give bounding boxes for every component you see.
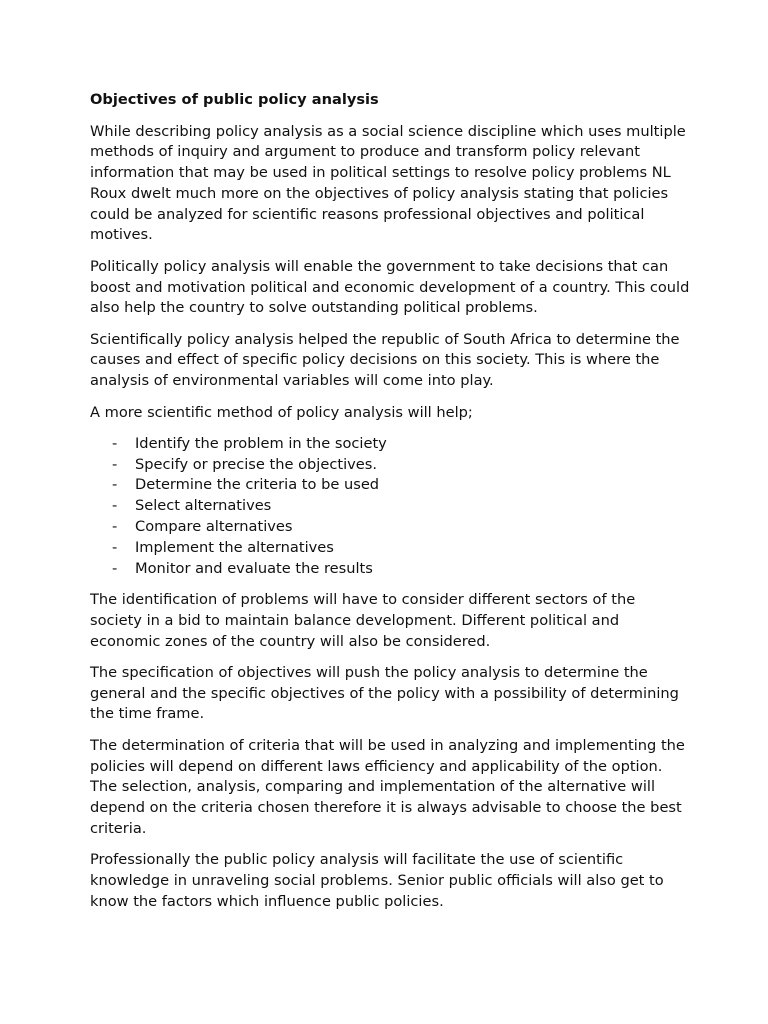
list-item-text: Determine the criteria to be used bbox=[135, 476, 380, 494]
list-marker: - bbox=[112, 518, 118, 536]
list-item bbox=[90, 496, 690, 517]
list-item bbox=[90, 538, 690, 559]
list-item-text: Monitor and evaluate the results bbox=[135, 559, 373, 577]
paragraph-criteria: The determination of criteria that will be used in analyzing and implementing the policies will depend on different laws efficiency and applicability of the option. The selection, analysis, comparing and implementation of the alternative will depend on the criteria chosen therefore it is always advisable to choose the best criteria. bbox=[90, 736, 685, 837]
paragraph-political: Politically policy analysis will enable the government to take decisions that can boost and motivation political and economic development of a country. This could also help the country to solve outstanding political problems. bbox=[90, 257, 690, 317]
list-item bbox=[90, 455, 690, 476]
list-marker: - bbox=[112, 497, 118, 515]
list-item-text: Implement the alternatives bbox=[135, 538, 334, 556]
list-marker: - bbox=[112, 538, 118, 556]
paragraph-professional: Professionally the public policy analysis will facilitate the use of scientific knowledge in unraveling social problems. Senior public officials will also get to know the factors which influence public policies. bbox=[90, 851, 664, 910]
list-item-text: Identify the problem in the society bbox=[135, 434, 387, 452]
list-marker: - bbox=[112, 559, 118, 577]
steps-list bbox=[90, 434, 690, 580]
list-item bbox=[90, 434, 690, 455]
list-marker: - bbox=[112, 434, 118, 452]
list-item bbox=[90, 475, 690, 496]
paragraph-scientific: Scientifically policy analysis helped the republic of South Africa to determine the causes and effect of specific policy decisions on this society. This is where the analysis of environmental variables will come into play. bbox=[90, 330, 680, 390]
document-title: Objectives of public policy analysis bbox=[90, 91, 379, 108]
document-page bbox=[90, 89, 690, 923]
list-item bbox=[90, 517, 690, 538]
list-marker: - bbox=[112, 476, 118, 494]
paragraph-identification: The identification of problems will have to consider different sectors of the society in a bid to maintain balance development. Different political and economic zones of the country will also be considered. bbox=[90, 590, 636, 650]
list-item bbox=[90, 559, 690, 580]
list-marker: - bbox=[112, 455, 118, 473]
paragraph-method-lead: A more scientific method of policy analysis will help; bbox=[90, 403, 473, 421]
list-item-text: Select alternatives bbox=[135, 497, 272, 515]
list-item-text: Specify or precise the objectives. bbox=[135, 455, 378, 473]
list-item-text: Compare alternatives bbox=[135, 518, 293, 536]
paragraph-specification: The specification of objectives will push the policy analysis to determine the general and the specific objectives of the policy with a possibility of determining the time frame. bbox=[90, 663, 679, 723]
paragraph-intro: While describing policy analysis as a social science discipline which uses multiple methods of inquiry and argument to produce and transform policy relevant information that may be used in political settings to resolve policy problems NL Roux dwelt much more on the objectives of policy analysis stating that policies could be analyzed for scientific reasons professional objectives and political motives. bbox=[90, 122, 686, 244]
